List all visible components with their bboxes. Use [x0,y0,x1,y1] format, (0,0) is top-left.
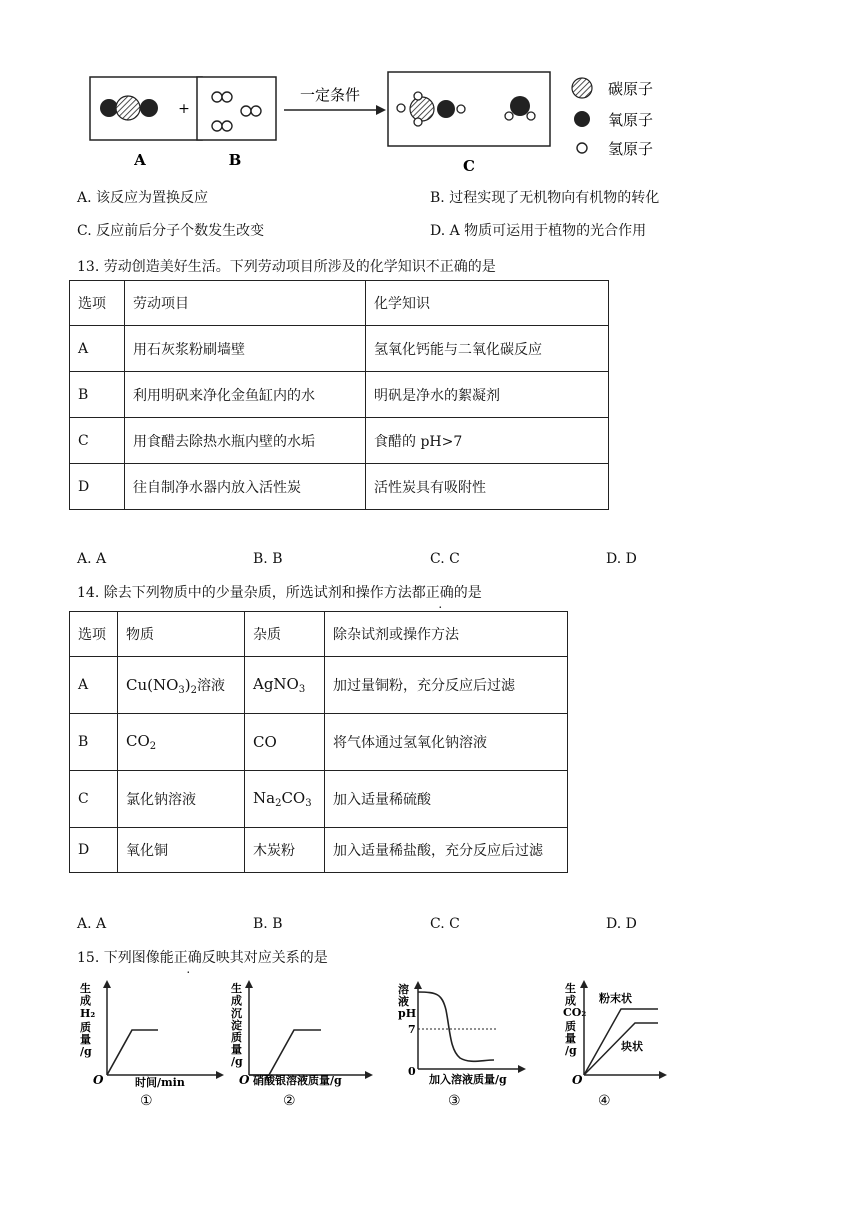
q13-cell: 活性炭具有吸附性 [366,464,609,510]
g4-ylabel-3: 质 [565,1020,576,1033]
g3-origin: 0 [408,1065,416,1078]
g1-xlabel: 时间/min [135,1076,185,1089]
q15-stem-emphasis: 正确 [173,950,202,966]
q14-stem-pre: 14. 除去下列物质中的少量杂质，所选试剂和操作方法都 [77,585,426,601]
g4-ylabel-2: CO₂ [563,1006,587,1019]
g1-ylabel-4: 量 [80,1033,91,1046]
q14-choice-b[interactable]: B. B [253,916,283,932]
graph-3 [392,980,537,1110]
q14-choice-d[interactable]: D. D [606,916,637,932]
q14-cell: 加入适量稀盐酸，充分反应后过滤 [325,828,568,873]
g3-xlabel: 加入溶液质量/g [429,1073,507,1086]
q13-cell: 氢氧化钙能与二氧化碳反应 [366,326,609,372]
g4-ylabel-5: /g [565,1044,577,1057]
g4-label-powder: 粉末状 [599,992,632,1005]
g2-ylabel-1: 成 [231,994,242,1007]
q13-stem: 13. 劳动创造美好生活。下列劳动项目所涉及的化学知识不正确的是 [77,259,496,275]
q12-option-a[interactable]: A. 该反应为置换反应 [77,190,209,206]
q13-cell: 用食醋去除热水瓶内壁的水垢 [125,418,366,464]
g4-origin: O [572,1073,583,1087]
q13-table [69,280,609,510]
q14-stem-emphasis: 正确 [425,585,454,601]
g2-ylabel-5: 量 [231,1043,242,1056]
reaction-diagram [80,70,700,180]
q14-cell: D [70,828,118,873]
q15-stem [77,947,328,967]
q14-cell: 加入适量稀硫酸 [325,771,568,828]
q13-cell: 往自制净水器内放入活性炭 [125,464,366,510]
g1-caption: ① [140,1093,153,1109]
q14-cell: A [70,657,118,714]
q14-cell: 氯化钠溶液 [118,771,245,828]
q14-header-method: 除杂试剂或操作方法 [325,612,568,657]
graph-2 [229,980,379,1110]
g3-curve [418,992,494,1061]
g2-ylabel-0: 生 [231,982,242,995]
g4-label-block: 块状 [621,1040,643,1053]
q13-cell: B [70,372,125,418]
q14-cell: 氧化铜 [118,828,245,873]
q13-cell: 明矾是净水的絮凝剂 [366,372,609,418]
g1-curve [107,1030,158,1075]
g3-ylabel-2: pH [398,1007,417,1020]
q14-cell-formula: $Na_2CO_3$ [245,771,325,828]
g2-caption: ② [283,1093,296,1109]
g1-ylabel-3: 质 [80,1021,91,1034]
box-c-label: C [463,157,475,175]
q13-header-option: 选项 [70,281,125,326]
graph-1 [80,980,230,1110]
q14-cell-formula: AgNO$_3$ [245,657,325,714]
q13-cell: 用石灰浆粉刷墙壁 [125,326,366,372]
q14-cell-formula: $CO_2$ [118,714,245,771]
q12-option-d[interactable]: D. A 物质可运用于植物的光合作用 [430,223,647,239]
g1-ylabel-0: 生 [80,982,91,995]
q14-cell: 加过量铜粉，充分反应后过滤 [325,657,568,714]
plus-sign: + [178,101,190,117]
q14-header-substance: 物质 [118,612,245,657]
g1-ylabel-5: /g [80,1045,92,1058]
q13-cell: A [70,326,125,372]
box-b-label: B [228,151,242,169]
legend-oxygen: 氧原子 [608,111,654,129]
q13-choice-d[interactable]: D. D [606,551,637,567]
g2-origin: O [239,1073,250,1087]
q13-choice-b[interactable]: B. B [253,551,283,567]
q13-header-knowledge: 化学知识 [366,281,609,326]
legend-carbon: 碳原子 [608,80,654,98]
g2-ylabel-6: /g [231,1055,243,1068]
box-a-label: A [134,151,146,169]
reaction-condition: 一定条件 [299,86,361,104]
q14-cell: C [70,771,118,828]
q14-table [69,611,568,873]
q14-choice-a[interactable]: A. A [77,916,107,932]
q13-cell: D [70,464,125,510]
g2-xlabel: 硝酸银溶液质量/g [253,1074,342,1087]
g4-ylabel-4: 量 [565,1032,576,1045]
q14-cell: 将气体通过氢氧化钠溶液 [325,714,568,771]
q14-header-option: 选项 [70,612,118,657]
g4-caption: ④ [598,1093,611,1109]
g3-tick-7: 7 [408,1023,416,1036]
g3-caption: ③ [448,1093,461,1109]
g2-ylabel-4: 质 [231,1031,242,1044]
g3-ylabel-1: 液 [398,995,409,1008]
q13-cell: 利用明矾来净化金鱼缸内的水 [125,372,366,418]
q14-stem [77,582,482,602]
q14-header-impurity: 杂质 [245,612,325,657]
q13-cell: C [70,418,125,464]
g1-ylabel-2: H₂ [80,1007,96,1020]
box-b [197,77,276,140]
g2-ylabel-3: 淀 [231,1019,242,1032]
q14-cell: 木炭粉 [245,828,325,873]
q14-choice-c[interactable]: C. C [430,916,460,932]
g4-ylabel-0: 生 [565,982,576,995]
g3-ylabel-0: 溶 [398,983,409,996]
g1-origin: O [93,1073,104,1087]
q15-stem-pre: 15. 下列图像能 [77,950,174,966]
legend-hydrogen: 氢原子 [608,140,654,158]
q12-option-b[interactable]: B. 过程实现了无机物向有机物的转化 [430,190,660,206]
q15-stem-post: 反映其对应关系的是 [201,950,328,966]
q14-stem-post: 的是 [453,585,482,601]
g2-ylabel-2: 沉 [231,1007,242,1020]
q13-header-project: 劳动项目 [125,281,366,326]
q14-cell-formula: CO [245,714,325,771]
g2-curve [249,1030,321,1075]
g1-ylabel-1: 成 [80,994,91,1007]
q13-choice-a[interactable]: A. A [77,551,107,567]
q12-option-c[interactable]: C. 反应前后分子个数发生改变 [77,223,265,239]
graph-4 [563,980,673,1110]
q14-cell: B [70,714,118,771]
q13-cell: 食醋的 pH>7 [366,418,609,464]
q13-choice-c[interactable]: C. C [430,551,460,567]
q14-cell-formula: $Cu(NO_3)_2$溶液 [118,657,245,714]
g4-ylabel-1: 成 [565,994,576,1007]
